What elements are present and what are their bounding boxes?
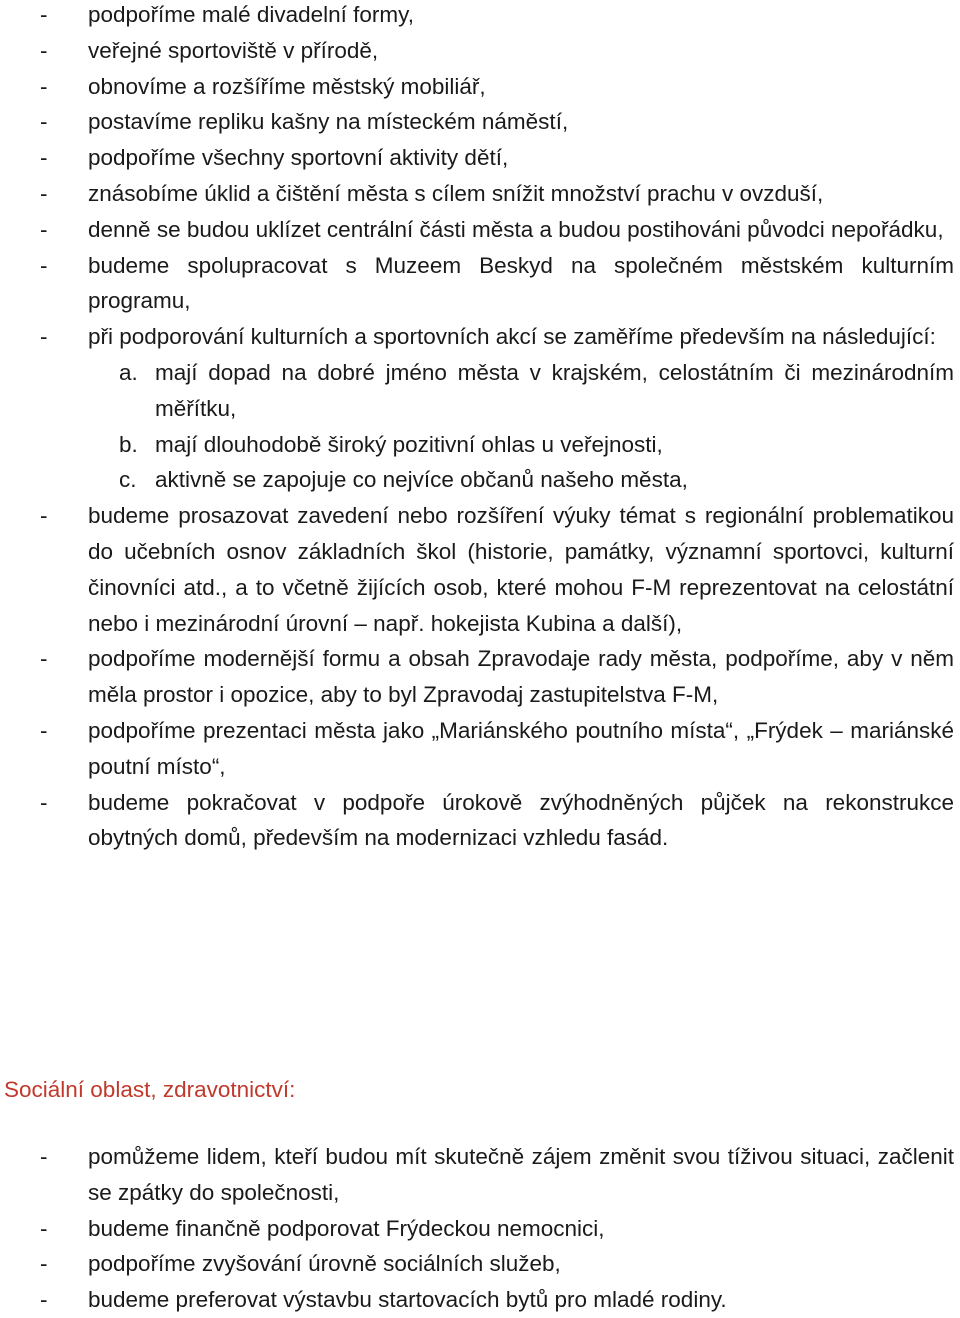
list-item: - budeme finančně podporovat Frýdeckou nemocnici, [0,1211,958,1247]
sublist-marker: c. [119,467,137,493]
list-item-with-sublist [0,319,958,498]
list-item: - pomůžeme lidem, kteří budou mít skutečně zájem změnit svou tíživou situaci, začlenit se zpátky do společnosti, [0,1139,958,1211]
sublist-marker: b. [119,431,138,457]
sublist-text: aktivně se zapojuje co nejvíce občanů našeho města, [155,467,688,493]
list-item: - podpoříme malé divadelní formy, [0,0,958,33]
list-item: - podpoříme prezentaci města jako „Mariánského poutního místa“, „Frýdek – mariánské poutní místo“, [0,713,958,785]
sublist-item [88,355,954,427]
sublist-text: mají dopad na dobré jméno města v krajském, celostátním či mezinárodním měřítku, [155,359,954,421]
list-item: - podpoříme zvyšování úrovně sociálních služeb, [0,1246,958,1282]
list-item: - postavíme repliku kašny na místeckém náměstí, [0,104,958,140]
criteria-sublist [88,355,954,498]
list-item: - podpoříme všechny sportovní aktivity dětí, [0,140,958,176]
section-heading-social: Sociální oblast, zdravotnictví: [4,1077,296,1102]
list-item: - obnovíme a rozšíříme městský mobiliář, [0,69,958,105]
list-item: - znásobíme úklid a čištění města s cílem snížit množství prachu v ovzduší, [0,176,958,212]
sublist-marker: a. [119,359,138,385]
sublist-item [88,462,954,498]
list-item: - budeme prosazovat zavedení nebo rozšíření výuky témat s regionální problematikou do učebních osnov základních škol (historie, památky, významní sportovci, kulturní činovníci atd., a to včetně žijících osob, které mohou F-M reprezentovat na celostátní nebo i mezinárodní úrovní – např. hokejista Kubina a další), [0,498,958,641]
sublist-item [88,427,954,463]
sublist-text: mají dlouhodobě široký pozitivní ohlas u veřejnosti, [155,431,663,457]
list-item: - budeme spolupracovat s Muzeem Beskyd na společném městském kulturním programu, [0,248,958,320]
list-item-text: při podporování kulturních a sportovních akcí se zaměříme především na následující: [88,324,936,350]
list-item: - podpoříme modernější formu a obsah Zpravodaje rady města, podpoříme, aby v něm měla prostor i opozice, aby to byl Zpravodaj zastupitelstva F-M, [0,641,958,713]
list-item: - veřejné sportoviště v přírodě, [0,33,958,69]
list-item: - budeme pokračovat v podpoře úrokově zvýhodněných půjček na rekonstrukce obytných domů, především na modernizaci vzhledu fasád. [0,785,958,857]
list-item: - budeme preferovat výstavbu startovacích bytů pro mladé rodiny. [0,1282,958,1318]
social-health-list [0,1139,958,1318]
list-item: - denně se budou uklízet centrální části města a budou postihováni původci nepořádku, [0,212,958,248]
